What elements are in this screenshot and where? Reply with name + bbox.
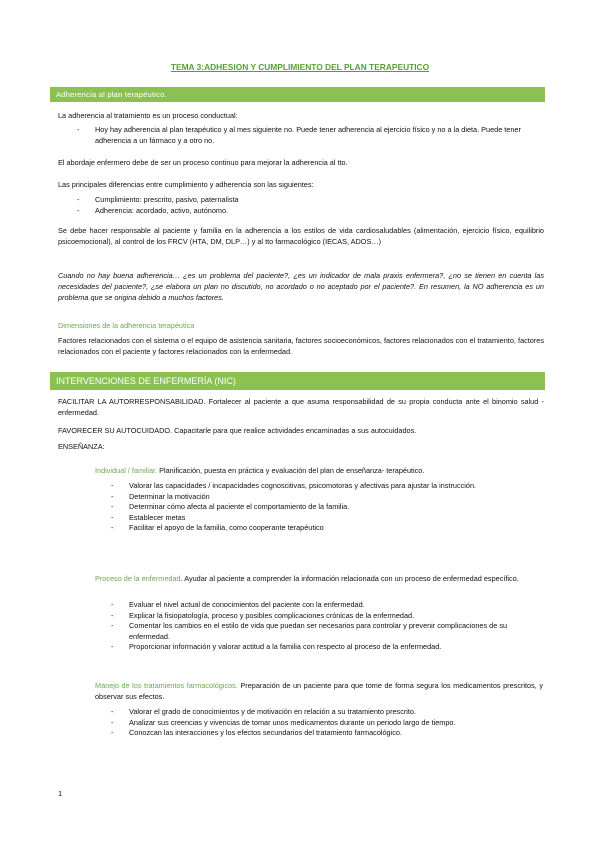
section-heading-intervenciones: INTERVENCIONES DE ENFERMERÍA (NIC) [50, 372, 545, 390]
section-heading-adherencia: Adherencia al plan terapéutico. [50, 87, 545, 102]
dimensiones-paragraph: Factores relacionados con el sistema o el equipo de asistencia sanitaria, factores socioeconómicos, factores relacionados con el tratamiento, factores relacionados con el paciente y factores relacionados con la enfermedad. [58, 336, 544, 356]
diferencias-intro: Las principales diferencias entre cumplimiento y adherencia son las siguientes: [58, 180, 314, 189]
intro-paragraph: La adherencia al tratamiento es un proceso conductual: [58, 111, 238, 120]
abordaje-paragraph: El abordaje enfermero debe de ser un proceso continuo para mejorar la adherencia al tto. [58, 158, 348, 167]
individual-text: Planificación, puesta en práctica y evaluación del plan de enseñanza- terapéutico. [157, 466, 425, 475]
manejo-text: Preparación de un paciente para que tome de forma segura los medicamentos prescritos, y observar sus efectos. [95, 681, 543, 701]
list-item: - Valorar el grado de conocimientos y de motivación en relación a su tratamiento prescrito. [129, 707, 542, 718]
proceso-label: Proceso de la enfermedad [95, 574, 181, 583]
manejo-label: Manejo de los tratamientos farmacológicos. [95, 681, 238, 690]
list-item: - Adherencia: acordado, activo, autónomo. [95, 206, 543, 217]
ensenanza-heading: ENSEÑANZA: [58, 442, 105, 451]
proceso-paragraph [95, 573, 543, 584]
diferencias-list [95, 195, 543, 216]
proceso-text: . Ayudar al paciente a comprender la información relacionada con un proceso de enfermedad específico. [180, 574, 519, 583]
facilitar-paragraph: FACILITAR LA AUTORRESPONSABILIDAD. Fortalecer al paciente a que asuma responsabilidad de su propia conducta ante el binomio salud - enfermedad. [58, 397, 544, 417]
list-item: - Analizar sus creencias y vivencias de tomar unos medicamentos durante un periodo largo de tiempo. [129, 718, 542, 729]
manejo-paragraph [95, 680, 543, 702]
list-item: - Valorar las capacidades / incapacidades cognoscitivas, psicomotoras y afectivas para ajustar la instrucción. [129, 481, 542, 492]
individual-list [129, 481, 542, 534]
list-item: - Comentar los cambios en el estilo de vida que puedan ser necesarios para controlar y prevenir complicaciones de su enfermedad. [129, 621, 542, 642]
list-item: - Cumplimiento: prescrito, pasivo, paternalista [95, 195, 543, 206]
responsable-paragraph: Se debe hacer responsable al paciente y familia en la adherencia a los estilos de vida cardiosaludables (alimentación, ejercicio físico, equilibrio psicoemocional), al control de los FRCV (HTA, DM, DLP…) y al tto farmacológico (IECAS, ADOS…) [58, 226, 544, 246]
manejo-list [129, 707, 542, 739]
list-item: - Conozcan las interacciones y los efectos secundarios del tratamiento farmacológico. [129, 728, 542, 739]
list-item: - Determinar cómo afecta al paciente el comportamiento de la familia. [129, 502, 542, 513]
list-item: - Facilitar el apoyo de la familia, como cooperante terapéutico [129, 523, 542, 534]
list-item: - Proporcionar información y valorar actitud a la familia con respecto al proceso de la enfermedad. [129, 642, 542, 653]
page-number: 1 [58, 789, 63, 798]
list-item: - Hoy hay adherencia al plan terapéutico y al mes siguiente no. Puede tener adherencia al ejercicio físico y no a la dieta. Puede tener adherencia a un fármaco y a otro no. [95, 125, 543, 146]
dimensiones-heading: Dimensiones de la adherencia terapéutica [58, 321, 195, 330]
cuestion-paragraph: Cuando no hay buena adherencia… ¿es un problema del paciente?, ¿es un indicador de mala praxis enfermera?, ¿no se tienen en cuenta las necesidades del paciente?, ¿se elabora un plan no discutido, no acordado o no aceptado por el paciente?. En resumen, la NO adherencia es un problema que se origina debido a muchos factores. [58, 271, 544, 302]
intro-bullet-list [95, 125, 543, 146]
list-item: - Evaluar el nivel actual de conocimientos del paciente con la enfermedad. [129, 600, 542, 611]
individual-paragraph [95, 465, 543, 476]
list-item: - Determinar la motivación [129, 492, 542, 503]
favorecer-paragraph: FAVORECER SU AUTOCUIDADO. Capacitarle para que realice actividades encaminadas a sus autocuidados. [58, 426, 417, 435]
individual-label: Individual / familiar. [95, 466, 158, 475]
proceso-list [129, 600, 542, 653]
list-item: - Explicar la fisiopatología, proceso y posibles complicaciones crónicas de la enfermedad. [129, 611, 542, 622]
page-title: TEMA 3:ADHESION Y CUMPLIMIENTO DEL PLAN TERAPEUTICO [170, 62, 430, 72]
list-item: - Establecer metas [129, 513, 542, 524]
